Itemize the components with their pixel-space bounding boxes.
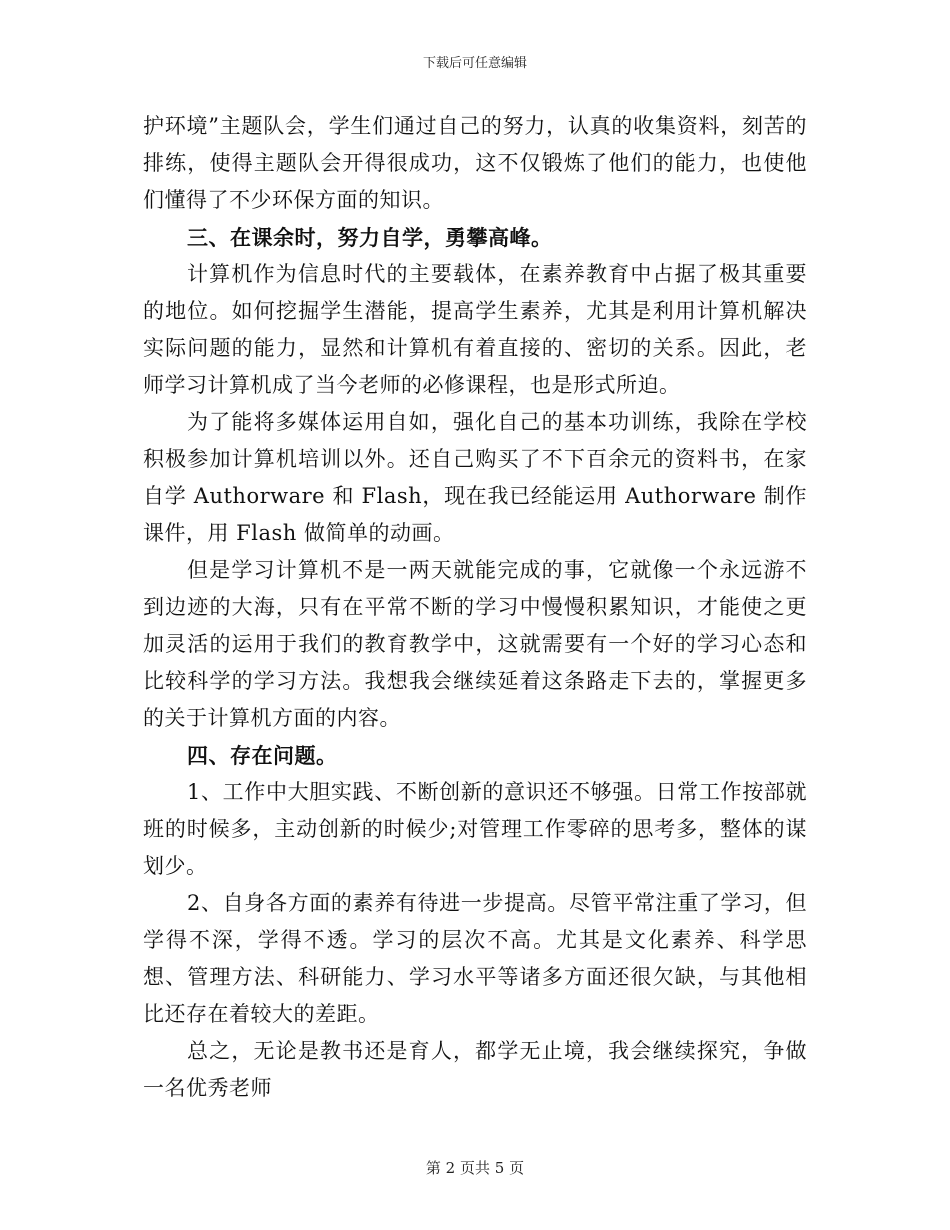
section-heading-3: 三、在课余时，努力自学，勇攀高峰。 (187, 225, 553, 250)
paragraph-problem-1: 1、工作中大胆实践、不断创新的意识还不够强。日常工作按部就班的时候多，主动创新的时候少;对管理工作零碎的思考多，整体的谋划少。 (143, 780, 807, 878)
section-heading-4: 四、存在问题。 (187, 743, 338, 768)
paragraph-continuous-learning: 但是学习计算机不是一两天就能完成的事，它就像一个永远游不到边迹的大海，只有在平常不断的学习中慢慢积累知识，才能使之更加灵活的运用于我们的教育教学中，这就需要有一个好的学习心态和比较科学的学习方法。我想我会继续延着这条路走下去的，掌握更多的关于计算机方面的内容。 (143, 558, 807, 730)
paragraph-multimedia-study: 为了能将多媒体运用自如，强化自己的基本功训练，我除在学校积极参加计算机培训以外。还自己购买了不下百余元的资料书，在家自学 Authorware 和 Flash，现在我已经能运用 Authorware 制作课件，用 Flash 做简单的动画。 (143, 410, 807, 545)
document-body (143, 108, 807, 1107)
paragraph-problem-2: 2、自身各方面的素养有待进一步提高。尽管平常注重了学习，但学得不深，学得不透。学习的层次不高。尤其是文化素养、科学思想、管理方法、科研能力、学习水平等诸多方面还很欠缺，与其他相比还存在着较大的差距。 (143, 891, 807, 1026)
page-header: 下载后可任意编辑 (422, 56, 527, 71)
paragraph-conclusion: 总之，无论是教书还是育人，都学无止境，我会继续探究，争做一名优秀老师 (143, 1039, 807, 1100)
page-footer: 第 2 页共 5 页 (425, 1159, 525, 1177)
paragraph-computer-importance: 计算机作为信息时代的主要载体，在素养教育中占据了极其重要的地位。如何挖掘学生潜能，提高学生素养，尤其是利用计算机解决实际问题的能力，显然和计算机有着直接的、密切的关系。因此，老师学习计算机成了当今老师的必修课程，也是形式所迫。 (143, 262, 807, 397)
paragraph-continuation: 护环境”主题队会，学生们通过自己的努力，认真的收集资料，刻苦的排练，使得主题队会开得很成功，这不仅锻炼了他们的能力，也使他们懂得了不少环保方面的知识。 (143, 114, 807, 212)
